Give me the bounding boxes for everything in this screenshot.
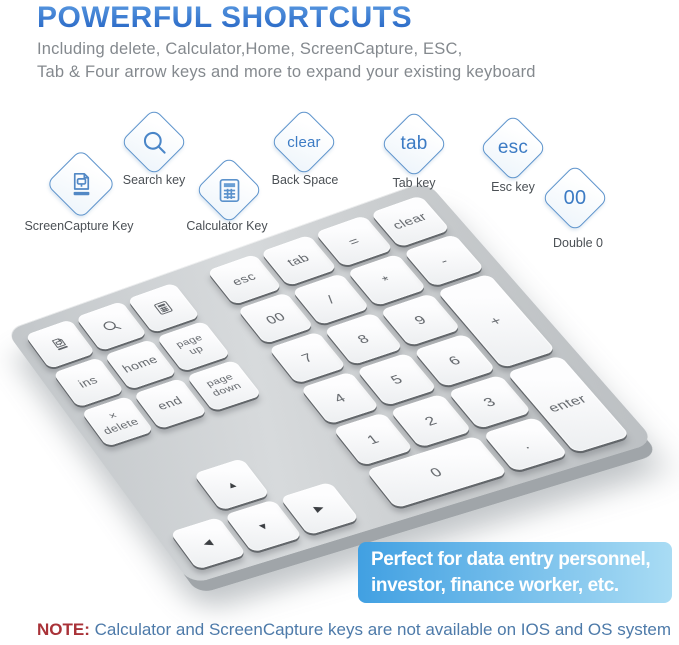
callout-clear-text: clear — [287, 133, 321, 151]
callout-tab-content — [391, 121, 437, 167]
callout-double0-text: 00 — [563, 186, 587, 209]
callout-calculator-diamond — [195, 156, 263, 224]
key-9: 9 — [380, 293, 462, 346]
subtitle — [37, 38, 536, 84]
callout-esc-label: Esc key — [491, 180, 535, 194]
key-7: 7 — [268, 331, 347, 383]
callout-clear-label: Back Space — [271, 173, 339, 187]
footnote-prefix: NOTE: — [37, 620, 90, 639]
key-clear: clear — [370, 195, 451, 247]
search-icon — [99, 317, 124, 335]
callout-tab-diamond — [380, 110, 448, 178]
key-delete: × delete — [81, 396, 154, 447]
footnote — [37, 620, 671, 640]
key-5: 5 — [356, 353, 438, 406]
callout-search-label: Search key — [122, 173, 186, 187]
key-ins: ins — [53, 357, 125, 407]
key-6: 6 — [413, 333, 496, 387]
search-icon — [141, 129, 168, 156]
key-slash: / — [292, 273, 371, 325]
page-title: POWERFUL SHORTCUTS — [37, 1, 413, 34]
callout-screencapture-diamond — [46, 149, 117, 220]
callout-tab-label: Tab key — [392, 176, 436, 190]
callout-search-diamond — [120, 108, 188, 176]
screencapture-icon — [68, 171, 95, 198]
key-pagedown: page down — [186, 360, 262, 412]
key-dot: . — [482, 417, 568, 472]
key-equals: = — [315, 215, 394, 267]
key-double0: 00 — [237, 292, 314, 344]
key-arrow-left: ◀ — [170, 517, 247, 570]
key-tab: tab — [260, 235, 337, 287]
subtitle-line-1: Including delete, Calculator,Home, ScreenCapture, ESC, — [37, 40, 463, 58]
key-arrow-right: ▶ — [280, 482, 360, 536]
key-arrow-down: ▼ — [224, 499, 303, 552]
key-1: 1 — [332, 412, 413, 466]
key-3: 3 — [447, 375, 532, 430]
key-end: end — [133, 378, 208, 429]
screencapture-icon — [48, 335, 73, 352]
banner-line-2: investor, finance worker, etc. — [371, 575, 619, 596]
key-plus: + — [437, 273, 556, 368]
key-enter: enter — [506, 355, 630, 453]
footnote-text: Calculator and ScreenCapture keys are not available on IOS and OS system — [89, 620, 672, 639]
callout-double0-content — [552, 175, 598, 221]
callout-calculator-content — [206, 167, 252, 213]
subtitle-line-2: Tab & Four arrow keys and more to expand your existing keyboard — [37, 63, 536, 81]
key-0: 0 — [366, 435, 508, 508]
promo-banner — [358, 542, 672, 603]
key-2: 2 — [389, 394, 472, 448]
callout-esc-text: esc — [497, 137, 529, 158]
callout-clear-diamond — [270, 108, 338, 176]
key-4: 4 — [300, 371, 380, 424]
callout-screencapture-content — [57, 160, 105, 208]
key-arrow-up: ▲ — [193, 458, 270, 511]
key-asterisk: * — [347, 254, 427, 307]
callout-search-content — [131, 119, 177, 165]
callout-double0-diamond — [541, 164, 609, 232]
calculator-icon — [216, 177, 243, 204]
callout-tab-text: tab — [400, 133, 428, 154]
callout-calculator-label: Calculator Key — [186, 219, 268, 233]
callout-esc-diamond — [479, 114, 547, 182]
key-esc: esc — [207, 254, 283, 305]
key-home: home — [104, 339, 177, 390]
key-pageup: page up — [156, 321, 231, 372]
callout-screencapture-label: ScreenCapture Key — [24, 219, 134, 233]
callout-esc-content — [490, 125, 536, 171]
key-8: 8 — [323, 312, 403, 365]
key-minus: - — [403, 234, 485, 287]
calculator-icon — [151, 299, 177, 317]
callout-double0-label: Double 0 — [552, 236, 604, 250]
callout-clear-content — [281, 119, 327, 165]
banner-line-1: Perfect for data entry personnel, — [371, 549, 651, 570]
